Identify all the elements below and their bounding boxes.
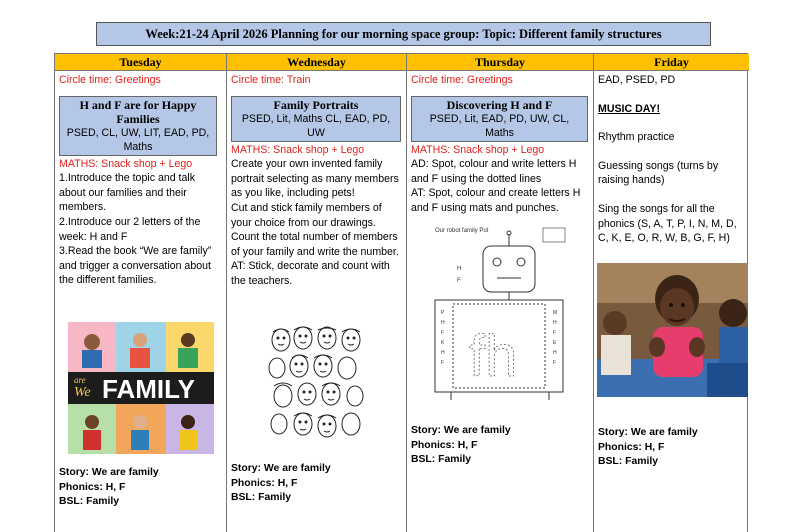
svg-text:H: H [441, 350, 445, 356]
activity-step: Count the total number of members of your family and write the number. [231, 231, 399, 258]
phonics-label: Phonics: H, F [411, 439, 478, 451]
bsl-label: BSL: Family [59, 496, 120, 508]
svg-text:F: F [441, 330, 445, 336]
activity-title: Family Portraits [273, 97, 359, 112]
bsl-label: BSL: Family [411, 454, 472, 466]
guessing-songs: Guessing songs (turns by raising hands) [598, 159, 719, 187]
planning-table [54, 53, 748, 532]
activity-step: AT: Stick, decorate and count with the teachers. [231, 260, 390, 287]
activity-title: Discovering H and F [446, 97, 553, 112]
svg-text:P: P [441, 310, 445, 316]
activity-areas: PSED, Lit, EAD, PD, UW, CL, Maths [429, 112, 570, 139]
maths-line: MATHS: Snack shop + Lego [59, 157, 193, 170]
column-wednesday [227, 54, 407, 532]
svg-text:F: F [457, 278, 461, 284]
day-header-friday: Friday [594, 54, 749, 71]
activity-step: Create your own invented family portrait selecting as many members as you like, including pets! [231, 158, 399, 200]
svg-text:We: We [74, 385, 91, 400]
bsl-label: BSL: Family [231, 492, 292, 504]
activity-areas: PSED, Lit, Maths CL, EAD, PD, UW [241, 112, 391, 139]
svg-text:F: F [553, 330, 557, 336]
svg-text:K: K [441, 340, 445, 346]
sing-songs: Sing the songs for all the phonics (S, A, T, P, I, N, M, D, C, K, E, O, R, W, B, G, F, H) [598, 202, 737, 245]
svg-text:F: F [553, 360, 557, 366]
svg-text:M: M [553, 310, 558, 316]
activity-box [411, 96, 588, 142]
day-header-tuesday: Tuesday [55, 54, 226, 71]
activity-step: AD: Spot, colour and write letters H and F using the dotted lines [411, 158, 577, 185]
page-title: Week:21-24 April 2026 Planning for our morning space group: Topic: Different family structures [96, 22, 711, 46]
story-label: Story: We are family [59, 467, 159, 478]
svg-text:FAMILY: FAMILY [102, 374, 195, 404]
activity-title: H and F are for Happy Families [79, 97, 197, 126]
svg-text:H: H [553, 320, 557, 326]
circle-time: Circle time: Greetings [411, 74, 513, 86]
maths-line: MATHS: Snack shop + Lego [411, 143, 545, 156]
svg-text:H: H [441, 320, 445, 326]
circle-time: Circle time: Greetings [59, 74, 161, 86]
column-thursday [407, 54, 594, 532]
column-friday [594, 54, 749, 532]
family-faces-drawing [267, 326, 367, 450]
svg-text:are: are [74, 375, 86, 385]
worksheet-title: Our robot family Put [435, 228, 489, 234]
book-cover-image [68, 322, 214, 454]
phonics-label: Phonics: H, F [231, 477, 298, 489]
svg-text:H: H [457, 266, 462, 272]
activity-areas: PSED, CL, UW, LIT, EAD, PD, Maths [66, 126, 210, 153]
activity-box [231, 96, 401, 142]
story-label: Story: We are family [411, 425, 511, 436]
phonics-label: Phonics: H, F [598, 441, 665, 453]
activity-box [59, 96, 217, 156]
svg-text:E: E [553, 340, 557, 346]
day-header-wednesday: Wednesday [227, 54, 406, 71]
maths-line: MATHS: Snack shop + Lego [231, 143, 365, 156]
svg-text:F: F [441, 360, 445, 366]
activity-step: Cut and stick family members of your choice from our drawings. [231, 201, 382, 229]
worksheet-letters: fh [469, 324, 518, 389]
svg-text:H: H [553, 350, 557, 356]
day-header-thursday: Thursday [407, 54, 593, 71]
child-clapping-photo [597, 263, 748, 397]
activity-step: AT: Spot, colour and create letters H and F using mats and punches. [411, 187, 581, 214]
activity-step: 2.Introduce our 2 letters of the week: H and F [59, 215, 201, 243]
column-tuesday [55, 54, 227, 532]
activity-step: 1.Introduce the topic and talk about our families and their members. [59, 172, 196, 214]
activity-step: 3.Read the book “We are family” and trigger a conversation about the different families. [59, 245, 212, 287]
friday-subjects: EAD, PSED, PD [598, 74, 676, 86]
story-label: Story: We are family [598, 427, 698, 438]
story-label: Story: We are family [231, 463, 331, 474]
rhythm-practice: Rhythm practice [598, 131, 675, 144]
circle-time: Circle time: Train [231, 74, 311, 86]
bsl-label: BSL: Family [598, 456, 659, 468]
music-day-label: MUSIC DAY! [598, 102, 660, 115]
robot-worksheet-image [431, 224, 569, 412]
phonics-label: Phonics: H, F [59, 481, 126, 493]
